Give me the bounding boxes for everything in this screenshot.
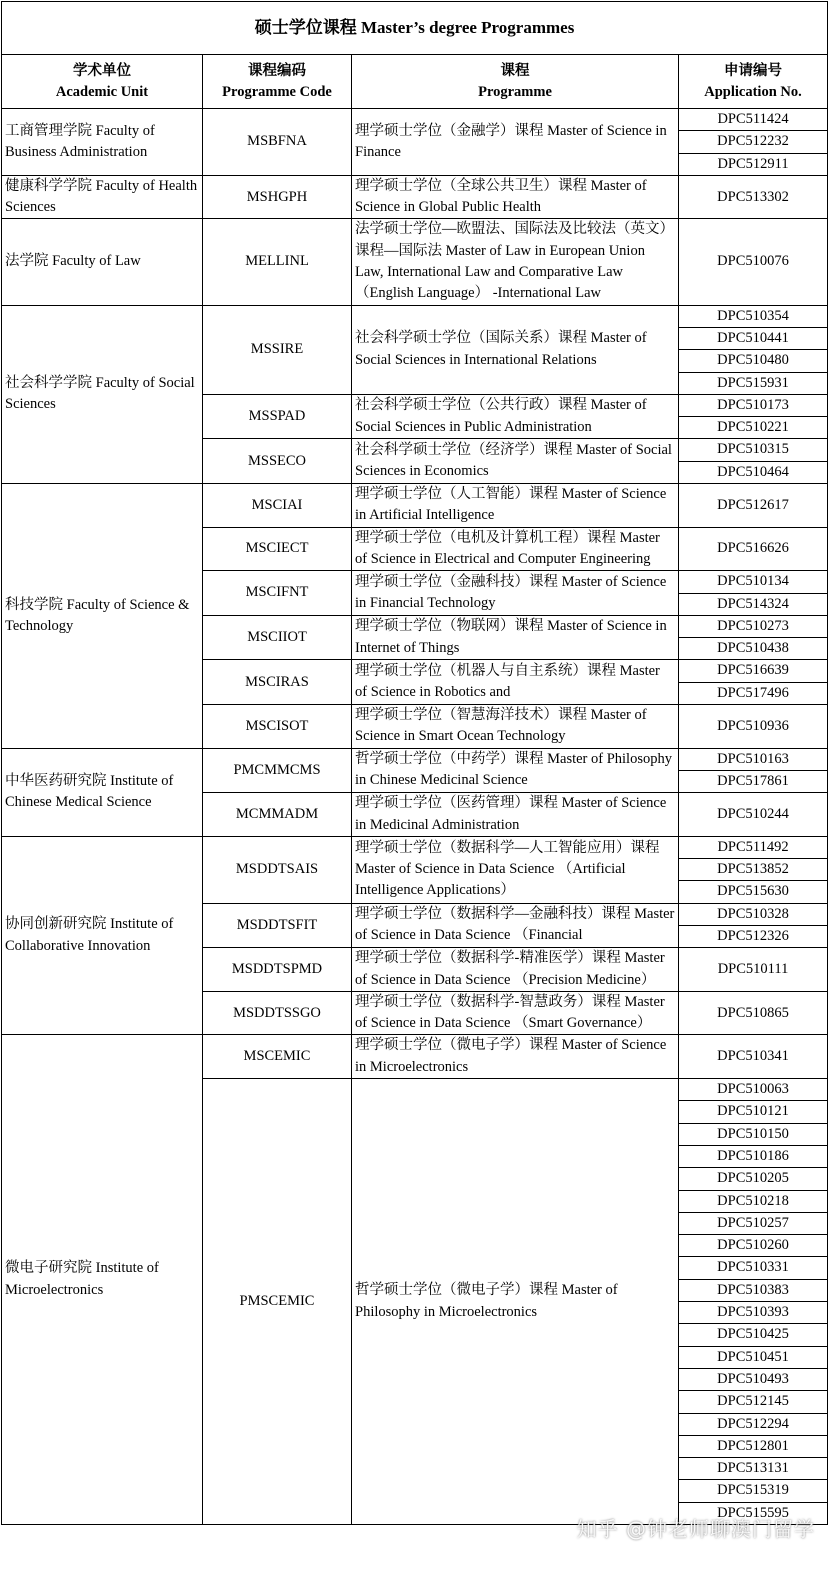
academic-unit-cell: 法学院 Faculty of Law <box>2 219 203 305</box>
programme-cell: 哲学硕士学位（微电子学）课程 Master of Philosophy in Microelectronics <box>352 1079 679 1525</box>
programme-cell: 理学硕士学位（医药管理）课程 Master of Science in Medicinal Administration <box>352 793 679 837</box>
application-no-cell: DPC516639 <box>679 660 828 682</box>
application-no-cell: DPC517496 <box>679 682 828 704</box>
programme-code-cell: MSCIRAS <box>203 660 352 705</box>
programme-code-cell: MSBFNA <box>203 109 352 176</box>
application-no-cell: DPC517861 <box>679 770 828 792</box>
table-row <box>2 748 828 770</box>
programme-cell: 理学硕士学位（数据科学-精准医学）课程 Master of Science in Data Science （Precision Medicine） <box>352 948 679 992</box>
application-no-cell: DPC510076 <box>679 219 828 305</box>
application-no-cell: DPC511424 <box>679 109 828 131</box>
programme-code-cell: MSCEMIC <box>203 1035 352 1079</box>
application-no-cell: DPC510865 <box>679 991 828 1035</box>
programme-cell: 哲学硕士学位（中药学）课程 Master of Philosophy in Chinese Medicinal Science <box>352 748 679 793</box>
academic-unit-cell: 健康科学学院 Faculty of Health Sciences <box>2 175 203 219</box>
application-no-cell: DPC510205 <box>679 1168 828 1190</box>
application-no-cell: DPC512617 <box>679 484 828 528</box>
programme-cell: 社会科学硕士学位（经济学）课程 Master of Social Sciences in Economics <box>352 439 679 484</box>
application-no-cell: DPC510451 <box>679 1346 828 1368</box>
application-no-cell: DPC510936 <box>679 705 828 749</box>
programme-code-cell: MSCIAI <box>203 484 352 528</box>
programme-cell: 理学硕士学位（电机及计算机工程）课程 Master of Science in Electrical and Computer Engineering <box>352 527 679 571</box>
programme-code-cell: MSCIIOT <box>203 615 352 660</box>
application-no-cell: DPC510121 <box>679 1101 828 1123</box>
programme-code-cell: MELLINL <box>203 219 352 305</box>
header-academic-unit <box>2 55 203 109</box>
programme-cell: 理学硕士学位（微电子学）课程 Master of Science in Microelectronics <box>352 1035 679 1079</box>
application-no-cell: DPC510173 <box>679 394 828 416</box>
programme-cell: 理学硕士学位（数据科学-智慧政务）课程 Master of Science in Data Science （Smart Governance） <box>352 991 679 1035</box>
programme-cell: 理学硕士学位（金融科技）课程 Master of Science in Financial Technology <box>352 571 679 616</box>
application-no-cell: DPC512801 <box>679 1435 828 1457</box>
header-academic-unit-zh: 学术单位 <box>73 62 131 79</box>
application-no-cell: DPC510383 <box>679 1279 828 1301</box>
programme-code-cell: MSCISOT <box>203 705 352 749</box>
programme-cell: 理学硕士学位（数据科学—金融科技）课程 Master of Science in Data Science （Financial <box>352 903 679 948</box>
header-programme <box>352 55 679 109</box>
academic-unit-cell: 科技学院 Faculty of Science & Technology <box>2 484 203 749</box>
application-no-cell: DPC510393 <box>679 1302 828 1324</box>
application-no-cell: DPC512326 <box>679 925 828 947</box>
application-no-cell: DPC510221 <box>679 417 828 439</box>
application-no-cell: DPC510257 <box>679 1212 828 1234</box>
programme-cell: 理学硕士学位（数据科学—人工智能应用）课程 Master of Science in Data Science （Artificial Intelligence Applications） <box>352 836 679 903</box>
application-no-cell: DPC510260 <box>679 1235 828 1257</box>
watermark: 知乎 @钟老师聊澳门留学 <box>576 1517 815 1541</box>
table-row <box>2 305 828 327</box>
application-no-cell: DPC510480 <box>679 350 828 372</box>
programmes-table <box>1 1 828 1525</box>
application-no-cell: DPC510163 <box>679 748 828 770</box>
application-no-cell: DPC510328 <box>679 903 828 925</box>
application-no-cell: DPC510354 <box>679 305 828 327</box>
application-no-cell: DPC510341 <box>679 1035 828 1079</box>
programme-code-cell: MSSECO <box>203 439 352 484</box>
programme-code-cell: MSSIRE <box>203 305 352 394</box>
programme-code-cell: MSCIECT <box>203 527 352 571</box>
application-no-cell: DPC510134 <box>679 571 828 593</box>
table-title: 硕士学位课程 Master’s degree Programmes <box>2 2 828 55</box>
application-no-cell: DPC510441 <box>679 327 828 349</box>
programme-cell: 社会科学硕士学位（国际关系）课程 Master of Social Sciences in International Relations <box>352 305 679 394</box>
academic-unit-cell: 协同创新研究院 Institute of Collaborative Innovation <box>2 836 203 1035</box>
application-no-cell: DPC510331 <box>679 1257 828 1279</box>
application-no-cell: DPC510111 <box>679 948 828 992</box>
programme-cell: 理学硕士学位（智慧海洋技术）课程 Master of Science in Smart Ocean Technology <box>352 705 679 749</box>
application-no-cell: DPC512232 <box>679 131 828 153</box>
application-no-cell: DPC513302 <box>679 175 828 219</box>
programme-cell: 理学硕士学位（金融学）课程 Master of Science in Finance <box>352 109 679 176</box>
application-no-cell: DPC510493 <box>679 1368 828 1390</box>
application-no-cell: DPC510186 <box>679 1145 828 1167</box>
programme-cell: 法学硕士学位—欧盟法、国际法及比较法（英文） 课程—国际法 Master of Law in European Union Law, International Law and Comparative Law （English Language） -International Law <box>352 219 679 305</box>
application-no-cell: DPC510425 <box>679 1324 828 1346</box>
header-programme-code <box>203 55 352 109</box>
programme-code-cell: MSSPAD <box>203 394 352 439</box>
application-no-cell: DPC510244 <box>679 793 828 837</box>
header-programme-code-zh: 课程编码 <box>248 62 306 79</box>
application-no-cell: DPC515319 <box>679 1480 828 1502</box>
application-no-cell: DPC512294 <box>679 1413 828 1435</box>
application-no-cell: DPC514324 <box>679 593 828 615</box>
header-application-no-zh: 申请编号 <box>724 62 783 79</box>
application-no-cell: DPC510063 <box>679 1079 828 1101</box>
programme-cell: 社会科学硕士学位（公共行政）课程 Master of Social Sciences in Public Administration <box>352 394 679 439</box>
programme-cell: 理学硕士学位（机器人与自主系统）课程 Master of Science in Robotics and <box>352 660 679 705</box>
table-row <box>2 109 828 131</box>
application-no-cell: DPC516626 <box>679 527 828 571</box>
application-no-cell: DPC510150 <box>679 1123 828 1145</box>
programme-cell: 理学硕士学位（人工智能）课程 Master of Science in Artificial Intelligence <box>352 484 679 528</box>
programme-code-cell: MSDDTSPMD <box>203 948 352 992</box>
programme-code-cell: MSDDTSSGO <box>203 991 352 1035</box>
application-no-cell: DPC515595 <box>679 1502 828 1524</box>
header-application-no <box>679 55 828 109</box>
application-no-cell: DPC515931 <box>679 372 828 394</box>
header-programme-code-en: Programme Code <box>222 83 332 100</box>
programme-cell: 理学硕士学位（物联网）课程 Master of Science in Internet of Things <box>352 615 679 660</box>
header-application-no-en: Application No. <box>704 83 802 100</box>
application-no-cell: DPC511492 <box>679 836 828 858</box>
academic-unit-cell: 工商管理学院 Faculty of Business Administration <box>2 109 203 176</box>
application-no-cell: DPC512911 <box>679 153 828 175</box>
programme-code-cell: MSHGPH <box>203 175 352 219</box>
application-no-cell: DPC510464 <box>679 461 828 483</box>
programme-code-cell: PMSCEMIC <box>203 1079 352 1525</box>
programme-code-cell: MSDDTSAIS <box>203 836 352 903</box>
application-no-cell: DPC510438 <box>679 638 828 660</box>
application-no-cell: DPC512145 <box>679 1391 828 1413</box>
programme-cell: 理学硕士学位（全球公共卫生）课程 Master of Science in Global Public Health <box>352 175 679 219</box>
academic-unit-cell: 微电子研究院 Institute of Microelectronics <box>2 1035 203 1525</box>
programme-code-cell: MSDDTSFIT <box>203 903 352 948</box>
application-no-cell: DPC510218 <box>679 1190 828 1212</box>
application-no-cell: DPC513131 <box>679 1458 828 1480</box>
application-no-cell: DPC513852 <box>679 859 828 881</box>
programme-code-cell: MCMMADM <box>203 793 352 837</box>
academic-unit-cell: 中华医药研究院 Institute of Chinese Medical Science <box>2 748 203 836</box>
table-row <box>2 836 828 858</box>
header-programme-zh: 课程 <box>500 62 530 79</box>
application-no-cell: DPC510273 <box>679 615 828 637</box>
programme-code-cell: MSCIFNT <box>203 571 352 616</box>
application-no-cell: DPC515630 <box>679 881 828 903</box>
header-academic-unit-en: Academic Unit <box>55 83 149 100</box>
programme-code-cell: PMCMMCMS <box>203 748 352 793</box>
application-no-cell: DPC510315 <box>679 439 828 461</box>
academic-unit-cell: 社会科学学院 Faculty of Social Sciences <box>2 305 203 483</box>
header-programme-en: Programme <box>478 83 552 100</box>
